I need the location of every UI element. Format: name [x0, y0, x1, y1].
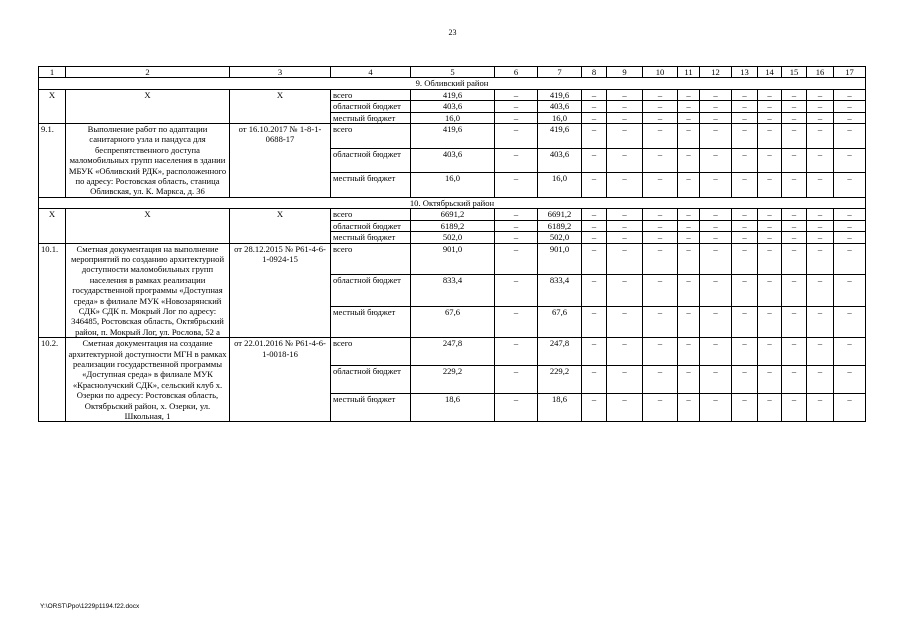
- dash-col11: –: [678, 209, 700, 220]
- section-total-row: [39, 89, 866, 100]
- amount-col7: 67,6: [538, 306, 582, 338]
- dash-col16: –: [807, 112, 834, 123]
- dash-col8: –: [582, 232, 607, 243]
- amount-col7: 901,0: [538, 243, 582, 275]
- item-document: от 28.12.2015 № Р61-4-6-1-0924-15: [230, 243, 331, 338]
- column-number-13: 13: [732, 67, 758, 78]
- item-document: от 16.10.2017 № 1-8-1-0688-17: [230, 124, 331, 198]
- dash-col8: –: [582, 306, 607, 338]
- dash-col16: –: [807, 173, 834, 198]
- dash-col17: –: [834, 173, 866, 198]
- column-number-17: 17: [834, 67, 866, 78]
- dash-col11: –: [678, 275, 700, 307]
- dash-col13: –: [732, 173, 758, 198]
- dash-col15: –: [782, 89, 807, 100]
- dash-col16: –: [807, 275, 834, 307]
- dash-col9: –: [607, 338, 643, 366]
- dash-col12: –: [700, 124, 732, 149]
- dash-col15: –: [782, 124, 807, 149]
- dash-col6: –: [495, 112, 538, 123]
- dash-col6: –: [495, 209, 538, 220]
- amount-col5: 16,0: [411, 173, 495, 198]
- dash-col6: –: [495, 275, 538, 307]
- dash-col16: –: [807, 394, 834, 422]
- dash-col9: –: [607, 306, 643, 338]
- dash-col10: –: [643, 306, 678, 338]
- amount-col5: 6189,2: [411, 220, 495, 231]
- dash-col14: –: [758, 89, 782, 100]
- amount-col7: 16,0: [538, 173, 582, 198]
- dash-col16: –: [807, 101, 834, 112]
- dash-col10: –: [643, 394, 678, 422]
- dash-col16: –: [807, 124, 834, 149]
- dash-col9: –: [607, 232, 643, 243]
- dash-col17: –: [834, 338, 866, 366]
- dash-col13: –: [732, 243, 758, 275]
- dash-col11: –: [678, 220, 700, 231]
- dash-col15: –: [782, 243, 807, 275]
- dash-col8: –: [582, 209, 607, 220]
- dash-col8: –: [582, 243, 607, 275]
- section-total-row: [39, 209, 866, 220]
- x-col3: X: [230, 89, 331, 123]
- dash-col17: –: [834, 101, 866, 112]
- dash-col10: –: [643, 232, 678, 243]
- dash-col11: –: [678, 173, 700, 198]
- section-title-row: [39, 197, 866, 208]
- dash-col15: –: [782, 394, 807, 422]
- dash-col17: –: [834, 124, 866, 149]
- footer-file-path: Y:\ORST\Ppo\1229p1194.f22.docx: [40, 603, 140, 610]
- dash-col10: –: [643, 112, 678, 123]
- amount-col5: 247,8: [411, 338, 495, 366]
- dash-col14: –: [758, 209, 782, 220]
- column-number-7: 7: [538, 67, 582, 78]
- dash-col8: –: [582, 338, 607, 366]
- amount-col7: 229,2: [538, 366, 582, 394]
- dash-col9: –: [607, 366, 643, 394]
- dash-col15: –: [782, 338, 807, 366]
- column-number-9: 9: [607, 67, 643, 78]
- dash-col14: –: [758, 394, 782, 422]
- dash-col14: –: [758, 232, 782, 243]
- item-row: [39, 124, 866, 149]
- dash-col15: –: [782, 366, 807, 394]
- column-number-12: 12: [700, 67, 732, 78]
- dash-col8: –: [582, 366, 607, 394]
- dash-col12: –: [700, 338, 732, 366]
- dash-col14: –: [758, 148, 782, 173]
- dash-col8: –: [582, 220, 607, 231]
- dash-col15: –: [782, 306, 807, 338]
- section-title: 9. Обливский район: [39, 78, 866, 89]
- dash-col11: –: [678, 366, 700, 394]
- amount-col7: 6691,2: [538, 209, 582, 220]
- dash-col9: –: [607, 275, 643, 307]
- dash-col16: –: [807, 243, 834, 275]
- dash-col14: –: [758, 124, 782, 149]
- dash-col11: –: [678, 338, 700, 366]
- amount-col5: 901,0: [411, 243, 495, 275]
- column-number-5: 5: [411, 67, 495, 78]
- amount-col7: 247,8: [538, 338, 582, 366]
- budget-label: местный бюджет: [331, 306, 411, 338]
- budget-label: всего: [331, 338, 411, 366]
- column-number-14: 14: [758, 67, 782, 78]
- dash-col11: –: [678, 306, 700, 338]
- dash-col11: –: [678, 112, 700, 123]
- x-col2: X: [66, 89, 230, 123]
- budget-label: всего: [331, 209, 411, 220]
- table-body: [39, 67, 866, 422]
- column-number-8: 8: [582, 67, 607, 78]
- dash-col16: –: [807, 148, 834, 173]
- dash-col6: –: [495, 243, 538, 275]
- dash-col17: –: [834, 306, 866, 338]
- column-number-11: 11: [678, 67, 700, 78]
- dash-col15: –: [782, 148, 807, 173]
- dash-col14: –: [758, 306, 782, 338]
- dash-col6: –: [495, 173, 538, 198]
- dash-col12: –: [700, 89, 732, 100]
- amount-col5: 403,6: [411, 101, 495, 112]
- dash-col14: –: [758, 275, 782, 307]
- budget-label: местный бюджет: [331, 232, 411, 243]
- dash-col13: –: [732, 306, 758, 338]
- dash-col14: –: [758, 220, 782, 231]
- dash-col15: –: [782, 101, 807, 112]
- column-number-1: 1: [39, 67, 66, 78]
- dash-col15: –: [782, 220, 807, 231]
- dash-col12: –: [700, 394, 732, 422]
- dash-col17: –: [834, 89, 866, 100]
- dash-col10: –: [643, 89, 678, 100]
- dash-col14: –: [758, 173, 782, 198]
- dash-col10: –: [643, 173, 678, 198]
- dash-col13: –: [732, 148, 758, 173]
- dash-col17: –: [834, 112, 866, 123]
- amount-col5: 403,6: [411, 148, 495, 173]
- dash-col14: –: [758, 366, 782, 394]
- dash-col6: –: [495, 89, 538, 100]
- dash-col17: –: [834, 243, 866, 275]
- dash-col9: –: [607, 148, 643, 173]
- dash-col12: –: [700, 243, 732, 275]
- dash-col10: –: [643, 124, 678, 149]
- column-number-row: [39, 67, 866, 78]
- dash-col9: –: [607, 89, 643, 100]
- dash-col8: –: [582, 89, 607, 100]
- section-title: 10. Октябрьский район: [39, 197, 866, 208]
- x-col1: X: [39, 89, 66, 123]
- column-number-4: 4: [331, 67, 411, 78]
- dash-col10: –: [643, 338, 678, 366]
- dash-col13: –: [732, 124, 758, 149]
- amount-col7: 16,0: [538, 112, 582, 123]
- dash-col6: –: [495, 338, 538, 366]
- dash-col9: –: [607, 112, 643, 123]
- dash-col15: –: [782, 232, 807, 243]
- dash-col13: –: [732, 89, 758, 100]
- dash-col15: –: [782, 209, 807, 220]
- dash-col13: –: [732, 101, 758, 112]
- dash-col9: –: [607, 124, 643, 149]
- column-number-16: 16: [807, 67, 834, 78]
- dash-col12: –: [700, 366, 732, 394]
- dash-col10: –: [643, 220, 678, 231]
- budget-label: областной бюджет: [331, 220, 411, 231]
- amount-col7: 6189,2: [538, 220, 582, 231]
- dash-col12: –: [700, 148, 732, 173]
- dash-col17: –: [834, 209, 866, 220]
- dash-col6: –: [495, 124, 538, 149]
- item-row: [39, 243, 866, 275]
- dash-col9: –: [607, 209, 643, 220]
- item-row: [39, 338, 866, 366]
- dash-col16: –: [807, 232, 834, 243]
- dash-col6: –: [495, 101, 538, 112]
- page-number: 23: [448, 28, 457, 37]
- budget-label: местный бюджет: [331, 112, 411, 123]
- dash-col8: –: [582, 275, 607, 307]
- budget-label: всего: [331, 89, 411, 100]
- dash-col16: –: [807, 366, 834, 394]
- item-number: 10.1.: [39, 243, 66, 338]
- x-col3: X: [230, 209, 331, 243]
- budget-label: областной бюджет: [331, 148, 411, 173]
- dash-col11: –: [678, 101, 700, 112]
- dash-col12: –: [700, 306, 732, 338]
- amount-col5: 502,0: [411, 232, 495, 243]
- budget-label: областной бюджет: [331, 275, 411, 307]
- dash-col13: –: [732, 112, 758, 123]
- item-description: Сметная документация на выполнение мероприятий по созданию архитектурной доступности маломобильных групп населения в рамках реализации государственной программы «Доступная среда» в филиале МУК «Новозарянский СДК» СДК п. Мокрый Лог по адресу: 346485, Ростовская область, Октябрьский район, п. Мокрый Лог, ул. Рослова, 52 а: [66, 243, 230, 338]
- dash-col9: –: [607, 394, 643, 422]
- budget-label: областной бюджет: [331, 366, 411, 394]
- item-description: Выполнение работ по адаптации санитарного узла и пандуса для беспрепятственного доступа маломобильных групп населения в здании МБУК «Обливский РДК», расположенного по адресу: Ростовская область, станица Обливская, ул. К. Маркса, д. 36: [66, 124, 230, 198]
- column-number-10: 10: [643, 67, 678, 78]
- amount-col5: 833,4: [411, 275, 495, 307]
- dash-col12: –: [700, 232, 732, 243]
- dash-col9: –: [607, 243, 643, 275]
- amount-col7: 419,6: [538, 124, 582, 149]
- dash-col13: –: [732, 220, 758, 231]
- dash-col17: –: [834, 232, 866, 243]
- dash-col8: –: [582, 173, 607, 198]
- amount-col7: 403,6: [538, 148, 582, 173]
- amount-col5: 67,6: [411, 306, 495, 338]
- dash-col8: –: [582, 101, 607, 112]
- column-number-6: 6: [495, 67, 538, 78]
- dash-col13: –: [732, 338, 758, 366]
- dash-col11: –: [678, 232, 700, 243]
- budget-label: областной бюджет: [331, 101, 411, 112]
- dash-col6: –: [495, 366, 538, 394]
- dash-col10: –: [643, 209, 678, 220]
- financing-table: [38, 66, 866, 422]
- dash-col10: –: [643, 243, 678, 275]
- dash-col13: –: [732, 232, 758, 243]
- item-description: Сметная документация на создание архитектурной доступности МГН в рамках реализации государственной программы «Доступная среда» в филиале МУК «Краснолучский СДК», сельский клуб х. Озерки по адресу: Ростовская область, Октябрьский район, х. Озерки, ул. Школьная, 1: [66, 338, 230, 422]
- dash-col9: –: [607, 220, 643, 231]
- dash-col9: –: [607, 173, 643, 198]
- dash-col8: –: [582, 112, 607, 123]
- dash-col6: –: [495, 220, 538, 231]
- amount-col7: 833,4: [538, 275, 582, 307]
- dash-col12: –: [700, 101, 732, 112]
- dash-col17: –: [834, 366, 866, 394]
- budget-label: всего: [331, 124, 411, 149]
- dash-col13: –: [732, 394, 758, 422]
- dash-col6: –: [495, 148, 538, 173]
- amount-col5: 419,6: [411, 124, 495, 149]
- x-col2: X: [66, 209, 230, 243]
- item-document: от 22.01.2016 № Р61-4-6-1-0018-16: [230, 338, 331, 422]
- dash-col14: –: [758, 101, 782, 112]
- dash-col6: –: [495, 306, 538, 338]
- column-number-15: 15: [782, 67, 807, 78]
- dash-col14: –: [758, 243, 782, 275]
- dash-col13: –: [732, 209, 758, 220]
- section-title-row: [39, 78, 866, 89]
- dash-col10: –: [643, 275, 678, 307]
- dash-col13: –: [732, 366, 758, 394]
- column-number-2: 2: [66, 67, 230, 78]
- dash-col15: –: [782, 173, 807, 198]
- amount-col5: 16,0: [411, 112, 495, 123]
- amount-col7: 502,0: [538, 232, 582, 243]
- amount-col5: 18,6: [411, 394, 495, 422]
- dash-col12: –: [700, 275, 732, 307]
- dash-col11: –: [678, 124, 700, 149]
- dash-col11: –: [678, 243, 700, 275]
- dash-col15: –: [782, 275, 807, 307]
- dash-col17: –: [834, 275, 866, 307]
- x-col1: X: [39, 209, 66, 243]
- dash-col16: –: [807, 89, 834, 100]
- dash-col12: –: [700, 173, 732, 198]
- dash-col15: –: [782, 112, 807, 123]
- amount-col5: 229,2: [411, 366, 495, 394]
- dash-col11: –: [678, 89, 700, 100]
- dash-col12: –: [700, 220, 732, 231]
- dash-col6: –: [495, 232, 538, 243]
- column-number-3: 3: [230, 67, 331, 78]
- dash-col17: –: [834, 220, 866, 231]
- item-number: 9.1.: [39, 124, 66, 198]
- dash-col17: –: [834, 394, 866, 422]
- dash-col8: –: [582, 124, 607, 149]
- budget-label: всего: [331, 243, 411, 275]
- dash-col10: –: [643, 148, 678, 173]
- amount-col5: 419,6: [411, 89, 495, 100]
- dash-col11: –: [678, 394, 700, 422]
- dash-col16: –: [807, 306, 834, 338]
- dash-col10: –: [643, 366, 678, 394]
- amount-col7: 419,6: [538, 89, 582, 100]
- dash-col14: –: [758, 338, 782, 366]
- dash-col10: –: [643, 101, 678, 112]
- dash-col12: –: [700, 209, 732, 220]
- dash-col14: –: [758, 112, 782, 123]
- dash-col8: –: [582, 394, 607, 422]
- dash-col8: –: [582, 148, 607, 173]
- dash-col17: –: [834, 148, 866, 173]
- dash-col6: –: [495, 394, 538, 422]
- dash-col16: –: [807, 338, 834, 366]
- dash-col11: –: [678, 148, 700, 173]
- dash-col16: –: [807, 209, 834, 220]
- dash-col9: –: [607, 101, 643, 112]
- dash-col16: –: [807, 220, 834, 231]
- item-number: 10.2.: [39, 338, 66, 422]
- amount-col5: 6691,2: [411, 209, 495, 220]
- amount-col7: 18,6: [538, 394, 582, 422]
- dash-col12: –: [700, 112, 732, 123]
- budget-label: местный бюджет: [331, 394, 411, 422]
- amount-col7: 403,6: [538, 101, 582, 112]
- budget-label: местный бюджет: [331, 173, 411, 198]
- dash-col13: –: [732, 275, 758, 307]
